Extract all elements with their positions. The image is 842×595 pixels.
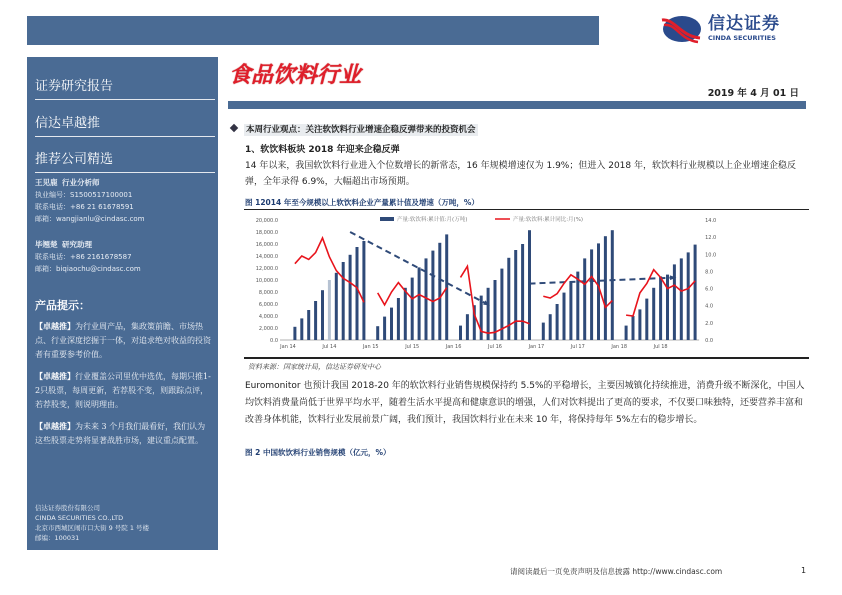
bar xyxy=(466,314,469,340)
bar xyxy=(445,234,448,340)
sidebar-heading-selection: 推荐公司精选 xyxy=(35,148,215,173)
bar xyxy=(411,278,414,340)
y-left-tick-label: 10,000.0 xyxy=(255,278,278,284)
y-left-tick-label: 14,000.0 xyxy=(255,254,278,260)
y-left-tick-label: 6,000.0 xyxy=(258,302,278,308)
figure-1-bottom-rule xyxy=(244,357,809,359)
x-tick-label: Jan 17 xyxy=(528,344,545,350)
y-left-tick-label: 20,000.0 xyxy=(255,218,278,224)
x-tick-label: Jan 18 xyxy=(611,344,628,350)
x-tick-label: Jul 17 xyxy=(570,344,585,350)
analyst-2-phone: 联系电话：+86 2161678587 xyxy=(35,253,132,261)
bar xyxy=(356,247,359,340)
x-tick-label: Jul 14 xyxy=(322,344,337,350)
bar xyxy=(362,241,365,340)
y-right-tick-label: 14.0 xyxy=(705,218,717,224)
trend-arrow-line xyxy=(530,278,675,284)
y-left-tick-label: 2,000.0 xyxy=(258,326,278,332)
bar xyxy=(583,258,586,340)
company-info xyxy=(35,503,149,543)
title-rule xyxy=(228,101,806,109)
bar xyxy=(673,264,676,340)
analyst-1-license: 执业编号：S1500517100001 xyxy=(35,191,133,199)
viewpoint-text: 本周行业观点：关注软饮料行业增速企稳反弹带来的投资机会 xyxy=(246,125,476,135)
bar xyxy=(438,243,441,340)
product-tip-1 xyxy=(35,319,213,362)
bar xyxy=(687,252,690,340)
x-tick-label: Jan 16 xyxy=(445,344,462,350)
sidebar-heading-pick: 信达卓越推 xyxy=(35,112,215,137)
product-tip-tag: 【卓越推】 xyxy=(35,321,75,331)
bar xyxy=(376,326,379,340)
report-date: 2019 年 4 月 01 日 xyxy=(707,88,799,99)
bar xyxy=(431,251,434,340)
cinda-logo xyxy=(660,12,810,46)
x-tick-label: Jan 14 xyxy=(280,344,296,350)
product-tip-text: 行业覆盖公司里优中选优，每期只推1-2只股票，每周更新，若荐股不变，则跟踪点评，若荐股变，则说明理由。 xyxy=(35,372,211,409)
legend-line-label: 产量:软饮料:累计同比:月(%) xyxy=(513,217,584,223)
legend-bar-swatch xyxy=(380,217,394,221)
logo-cn-text: 信达证券 xyxy=(708,14,780,35)
industry-title: 食品饮料行业 xyxy=(229,63,362,88)
x-tick-label: Jul 18 xyxy=(653,344,668,350)
figure-2-caption: 图 2 中国软饮料行业销售规模（亿元，%） xyxy=(245,448,391,457)
bar xyxy=(556,304,559,340)
bar xyxy=(480,296,483,340)
product-tip-tag: 【卓越推】 xyxy=(35,371,75,381)
bar xyxy=(666,275,669,340)
sidebar-heading-report: 证券研究报告 xyxy=(35,75,215,100)
product-tip-3 xyxy=(35,419,213,448)
analyst-1-phone: 联系电话：+86 21 61678591 xyxy=(35,203,134,211)
y-right-tick-label: 4.0 xyxy=(705,303,714,310)
bar xyxy=(404,288,407,340)
y-left-tick-label: 8,000.0 xyxy=(258,290,278,296)
bar xyxy=(397,298,400,340)
bar xyxy=(569,282,572,340)
company-postcode: 邮编：100031 xyxy=(35,534,80,542)
bar xyxy=(459,326,462,340)
cinda-logo-icon xyxy=(660,14,702,44)
bar xyxy=(383,317,386,340)
product-tip-text: 为未来 3 个月我们最看好，我们认为这些股票走势将显著战胜市场，建议重点配置。 xyxy=(35,422,206,445)
bar xyxy=(349,255,352,340)
bar xyxy=(335,273,338,340)
bar xyxy=(390,308,393,340)
y-right-tick-label: 10.0 xyxy=(705,252,717,259)
analyst-2 xyxy=(35,239,141,275)
x-tick-label: Jul 16 xyxy=(488,344,502,350)
bar xyxy=(300,318,303,340)
analyst-1 xyxy=(35,177,145,225)
y-right-tick-label: 6.0 xyxy=(705,286,714,293)
analyst-1-title: 行业分析师 xyxy=(61,178,100,187)
bar xyxy=(542,323,545,340)
bar xyxy=(549,314,552,340)
figure-1-top-rule xyxy=(244,209,809,210)
y-left-tick-label: 12,000.0 xyxy=(255,266,278,272)
bar xyxy=(576,272,579,340)
y-left-tick-label: 0.0 xyxy=(270,338,278,344)
bar xyxy=(680,258,683,340)
legend-bar-label: 产量:软饮料:累计值:月(万吨) xyxy=(397,217,468,223)
product-tip-tag: 【卓越推】 xyxy=(35,421,75,431)
bar xyxy=(590,249,593,340)
bar xyxy=(328,280,331,340)
paragraph-1: 14 年以来，我国软饮料行业进入个位数增长的新常态，16 年规模增速仅为 1.9%；但进入 2018 年，软饮料行业规模以上企业增速企稳反弹，全年录得 6.9%，大幅超出市场预期。 xyxy=(245,161,796,187)
figure-1-source: 资料来源：国家统计局，信达证券研发中心 xyxy=(248,363,381,371)
y-left-tick-label: 16,000.0 xyxy=(255,242,278,248)
bar xyxy=(611,230,614,340)
product-tip-2 xyxy=(35,369,213,412)
y-right-tick-label: 2.0 xyxy=(705,320,714,327)
analyst-2-title: 研究助理 xyxy=(61,240,92,249)
bar xyxy=(652,288,655,340)
y-left-tick-label: 18,000.0 xyxy=(255,230,278,236)
bar xyxy=(342,262,345,340)
y-right-tick-label: 8.0 xyxy=(705,269,714,276)
analyst-1-name: 王见鹿 xyxy=(35,178,58,187)
x-tick-label: Jan 15 xyxy=(362,344,379,350)
bar xyxy=(514,250,517,340)
diamond-bullet-icon xyxy=(230,124,238,132)
bar xyxy=(321,290,324,340)
bar xyxy=(645,299,648,340)
bar xyxy=(314,301,317,340)
page-number: 1 xyxy=(801,566,807,575)
paragraph-2: Euromonitor 也预计我国 2018-20 年的软饮料行业销售规模保持约 5.5%的平稳增长，主要因城镇化持续推进，消费升级不断深化，中国人均饮料消费量尚低于世界平均水平，随着生活水平提高和健康意识的增强，人们对饮料提出了更高的要求，不仅要口味独特，还要营养丰富和改善身体机能，饮料行业发展前景广阔，我们预计，我国饮料行业在未来 10 年，将保持每年 5%左右的稳步增长。 xyxy=(245,381,805,425)
analyst-2-name: 毕翘楚 xyxy=(35,240,58,249)
company-name-en: CINDA SECURITIES CO.,LTD xyxy=(35,514,124,522)
product-tip-text: 为行业周产品，集政策前瞻、市场热点、行业深度挖掘于一体，对追求绝对收益的投资者有重要参考价值。 xyxy=(35,322,211,359)
bar xyxy=(638,309,641,340)
y-left-tick-label: 4,000.0 xyxy=(258,314,278,320)
logo-en-text: CINDA SECURITIES xyxy=(708,34,776,43)
bar xyxy=(293,327,296,340)
y-right-tick-label: 0.0 xyxy=(705,338,714,344)
bar xyxy=(563,293,566,340)
x-tick-label: Jul 15 xyxy=(405,344,420,350)
bar xyxy=(307,310,310,340)
product-tips-title: 产品提示： xyxy=(35,299,90,312)
bar xyxy=(659,276,662,340)
section-heading: 1、软饮料板块 2018 年迎来企稳反弹 xyxy=(245,145,400,155)
bar xyxy=(521,244,524,340)
company-address: 北京市西城区闹市口大街 9 号院 1 号楼 xyxy=(35,524,150,532)
footer-disclaimer[interactable]: 请阅读最后一页免责声明及信息披露 http://www.cindasc.com xyxy=(510,567,723,576)
analyst-2-email[interactable]: 邮箱：biqiaochu@cindasc.com xyxy=(35,265,141,273)
figure-1-chart xyxy=(240,212,720,358)
y-right-tick-label: 12.0 xyxy=(705,235,717,242)
weekly-viewpoint xyxy=(231,123,478,135)
company-name-cn: 信达证券股份有限公司 xyxy=(35,504,100,512)
bar xyxy=(625,326,628,340)
sidebar xyxy=(27,57,218,550)
analyst-1-email[interactable]: 邮箱：wangjianlu@cindasc.com xyxy=(35,215,145,223)
bar xyxy=(632,316,635,340)
bar xyxy=(694,245,697,340)
bar xyxy=(418,267,421,340)
header-band xyxy=(27,16,599,45)
bar xyxy=(604,236,607,340)
bar xyxy=(507,258,510,340)
figure-1-caption: 图 12014 年至今规模以上软饮料企业产量累计值及增速（万吨，%） xyxy=(245,198,479,207)
